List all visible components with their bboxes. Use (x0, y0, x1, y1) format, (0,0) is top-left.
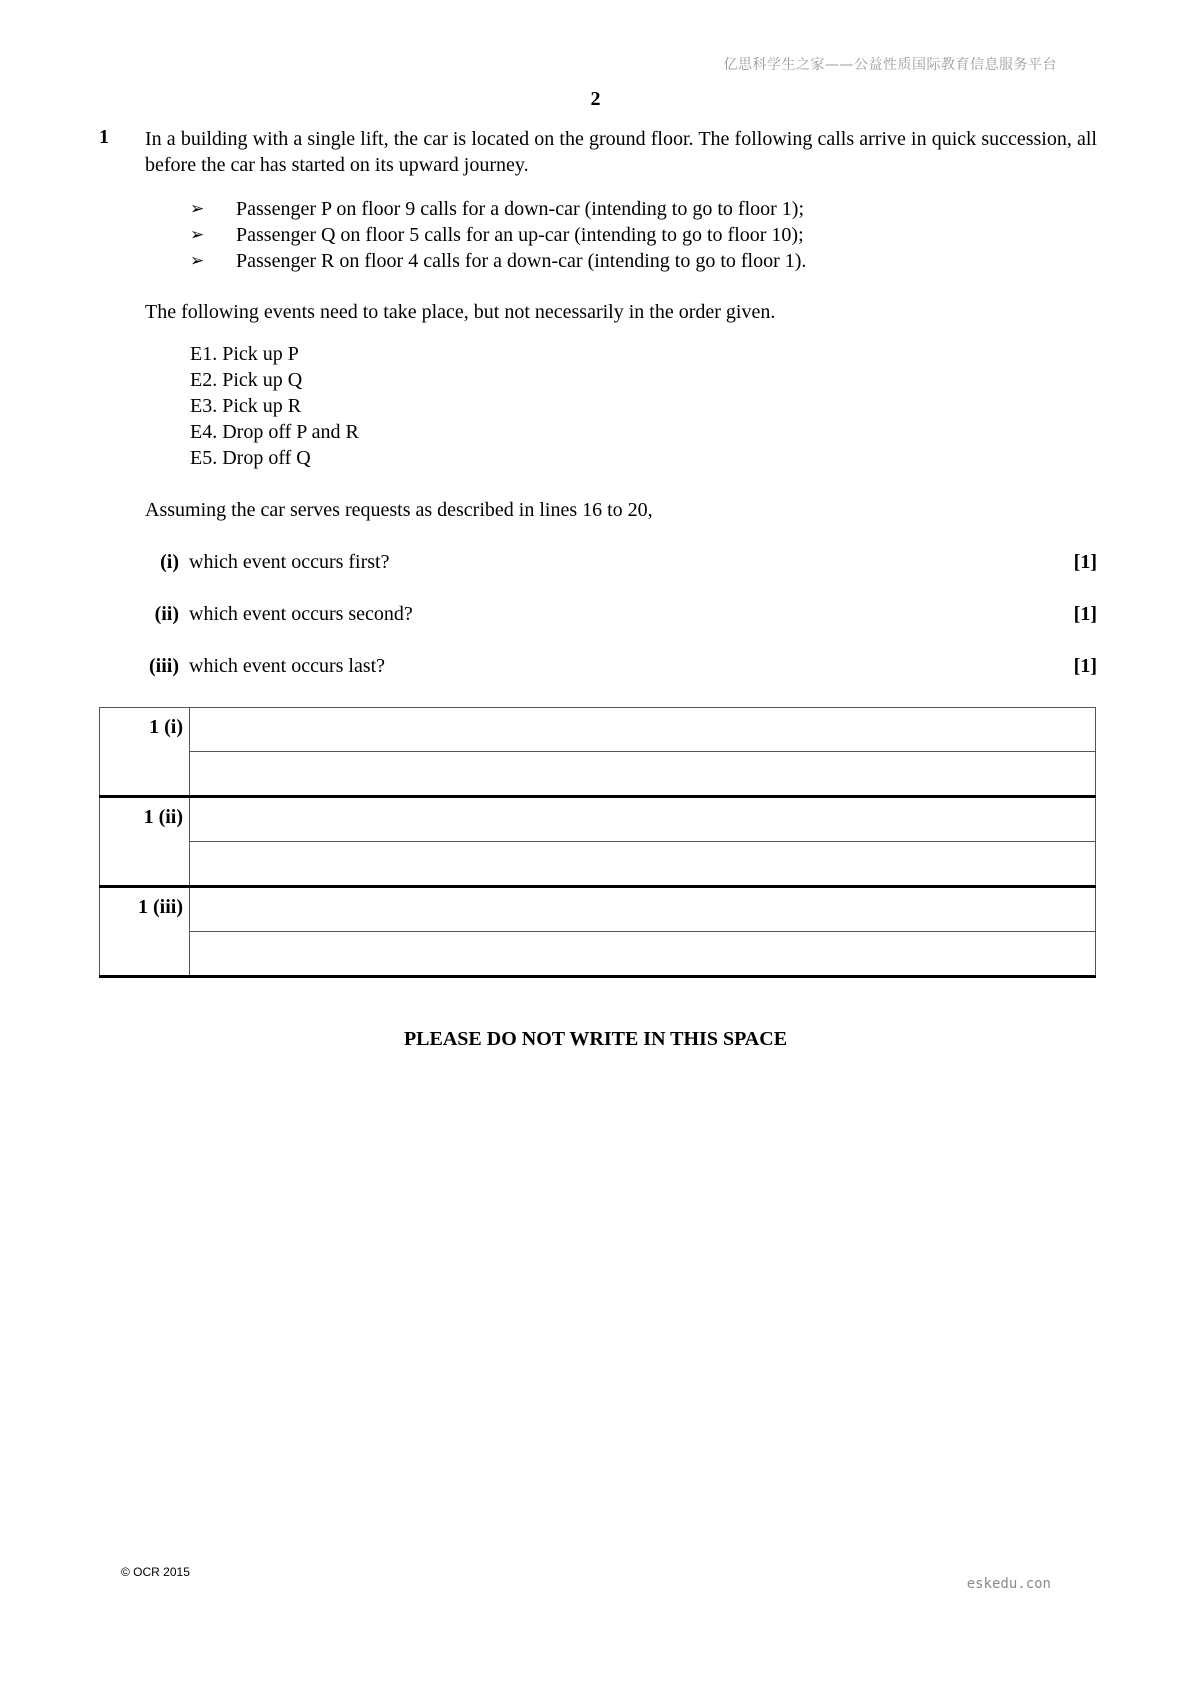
call-text: Passenger Q on floor 5 calls for an up-car (intending to go to floor 10); (236, 224, 804, 246)
list-item: E5. Drop off Q (190, 447, 311, 469)
sub-question-text: which event occurs second? (189, 603, 413, 625)
list-item: E4. Drop off P and R (190, 421, 359, 443)
answer-line-1ii-a[interactable] (190, 797, 1096, 842)
sub-question-text: which event occurs last? (189, 655, 386, 677)
marks-label: [1] (1073, 551, 1097, 573)
table-row (100, 842, 1096, 887)
site-watermark: eskedu.con (966, 1576, 1051, 1592)
event-list (190, 341, 359, 471)
list-item (190, 196, 806, 222)
answer-label: 1 (ii) (100, 797, 190, 887)
marks-label: [1] (1073, 603, 1097, 625)
arrow-bullet-icon: ➢ (190, 199, 205, 219)
list-item: E2. Pick up Q (190, 369, 303, 391)
watermark-banner: 亿思科学生之家——公益性质国际教育信息服务平台 (723, 57, 1057, 73)
table-row (100, 708, 1096, 752)
assumption-text: Assuming the car serves requests as described in lines 16 to 20, (145, 499, 653, 521)
table-row (100, 752, 1096, 797)
arrow-bullet-icon: ➢ (190, 225, 205, 245)
sub-question-text: which event occurs first? (189, 551, 390, 573)
list-item: E1. Pick up P (190, 343, 299, 365)
list-item: E3. Pick up R (190, 395, 302, 417)
call-text: Passenger R on floor 4 calls for a down-car (intending to go to floor 1). (236, 250, 807, 272)
answer-line-1iii-b[interactable] (190, 932, 1096, 977)
answer-line-1iii-a[interactable] (190, 887, 1096, 932)
table-row (100, 932, 1096, 977)
table-row (100, 887, 1096, 932)
call-list (190, 196, 806, 274)
list-item (190, 222, 806, 248)
marks-label: [1] (1073, 655, 1097, 677)
table-row (100, 797, 1096, 842)
no-write-notice: PLEASE DO NOT WRITE IN THIS SPACE (403, 1028, 788, 1050)
sub-question-label: (ii) (154, 603, 179, 625)
call-text: Passenger P on floor 9 calls for a down-car (intending to go to floor 1); (236, 198, 805, 220)
events-intro: The following events need to take place, but not necessarily in the order given. (145, 301, 776, 323)
question-intro: In a building with a single lift, the car is located on the ground floor. The following calls arrive in quick succession, all before the car has started on its upward journey. (145, 128, 1097, 176)
answer-line-1i-a[interactable] (190, 708, 1096, 752)
answer-label: 1 (i) (100, 708, 190, 797)
answer-line-1ii-b[interactable] (190, 842, 1096, 887)
answer-label: 1 (iii) (100, 887, 190, 977)
copyright-text: © OCR 2015 (121, 1565, 190, 1579)
page-number: 2 (590, 88, 601, 110)
answer-table (99, 707, 1096, 978)
answer-line-1i-b[interactable] (190, 752, 1096, 797)
sub-question-label: (iii) (149, 655, 179, 677)
question-number: 1 (99, 126, 109, 148)
list-item (190, 248, 806, 274)
sub-question-label: (i) (160, 551, 179, 573)
arrow-bullet-icon: ➢ (190, 251, 205, 271)
